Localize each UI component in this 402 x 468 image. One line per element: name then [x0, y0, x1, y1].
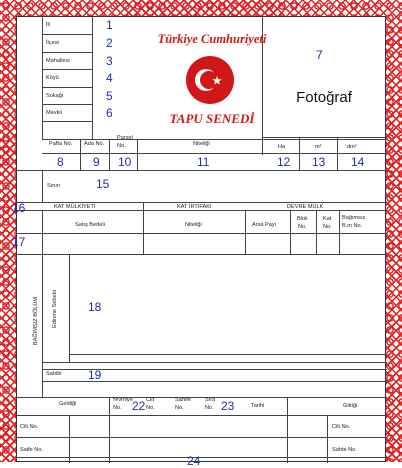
turkish-flag-emblem — [185, 55, 235, 105]
field-number: 3 — [106, 54, 113, 68]
republic-title: Türkiye Cumhuriyeti — [157, 32, 267, 46]
col-line — [109, 397, 110, 463]
sahife-label: Sahife — [175, 397, 191, 403]
siniri-label: Sınırı — [47, 183, 61, 189]
row-line — [17, 233, 387, 234]
kat-label: Kat — [323, 216, 332, 222]
col-line — [287, 397, 288, 463]
photo-label: Fotoğraf — [296, 89, 352, 106]
field-number: 19 — [88, 368, 102, 382]
yevmiye-no-label: No. — [113, 405, 122, 411]
sahife-no-label: No. — [175, 405, 184, 411]
title-deed-form — [12, 16, 386, 468]
kat-mulkiyeti-label: KAT MÜLKİYETİ — [54, 204, 96, 210]
right-sahte-no-label: Sahte No. — [332, 447, 357, 453]
row-line — [42, 362, 387, 363]
hectare-label: Ha — [278, 144, 286, 150]
col-line — [69, 415, 70, 463]
kat-irtifaki-label: KAT İRTİFAKI — [177, 204, 212, 210]
col-line — [42, 170, 43, 202]
parsel-no-label: No. — [117, 143, 126, 149]
col-line — [143, 202, 144, 254]
field-number: 4 — [106, 71, 113, 85]
row-line — [42, 121, 92, 122]
bagimsiz-no-label: B.m No. — [342, 223, 363, 229]
gittigi-label: Gittiği — [343, 403, 358, 409]
pafta-label: Pafta No. — [49, 141, 73, 147]
square-meter-label: m² — [315, 144, 322, 150]
cilt-label: Cilt — [146, 397, 155, 403]
sokak-label: Sokağı — [46, 93, 64, 99]
value-column-divider — [92, 17, 93, 139]
row-line — [69, 354, 387, 355]
field-number: 10 — [118, 155, 132, 169]
kat-no-label: No. — [323, 224, 332, 230]
left-saife-no-label: Saife No. — [20, 447, 44, 453]
sahibi-label: Sahibi — [46, 371, 62, 377]
field-number: 14 — [351, 155, 365, 169]
field-number: 7 — [316, 48, 323, 62]
il-label: İli — [46, 22, 51, 28]
mahalle-label: Mahallesi — [46, 58, 70, 64]
row-line — [42, 139, 387, 140]
field-number: 5 — [106, 89, 113, 103]
satis-bedeli-label: Satış Bedeli — [75, 222, 105, 228]
ada-label: Ada No. — [84, 141, 105, 147]
field-number: 8 — [57, 155, 64, 169]
row-line — [17, 210, 387, 211]
row-line — [42, 34, 92, 35]
field-number: 23 — [221, 399, 235, 413]
row-line — [42, 104, 92, 105]
row-line — [17, 415, 387, 416]
row-line — [42, 87, 92, 88]
field-number: 2 — [106, 36, 113, 50]
col-line — [80, 139, 81, 170]
row-line — [17, 254, 387, 255]
field-number: 17 — [12, 235, 26, 249]
col-line — [42, 210, 43, 254]
geldigi-label: Geldiği — [59, 401, 77, 407]
bagimsiz-label: Bağımsız — [342, 215, 366, 221]
col-line — [69, 254, 70, 362]
niteligi-label: Niteliği — [185, 222, 202, 228]
square-decimeter-label: dm² — [347, 144, 357, 150]
col-line — [299, 137, 300, 170]
field-number: 22 — [132, 399, 146, 413]
sira-label: Sıra — [205, 397, 216, 403]
field-number: 13 — [312, 155, 326, 169]
col-line — [339, 210, 340, 254]
field-number: 18 — [88, 300, 102, 314]
right-cilt-no-label: Cilt No. — [332, 424, 351, 430]
col-line — [327, 415, 328, 463]
col-line — [337, 137, 338, 170]
col-line — [290, 210, 291, 254]
col-line — [245, 210, 246, 254]
col-line — [316, 210, 317, 254]
edinme-sebebi-label: Edinme Sebebi — [52, 290, 58, 328]
ilce-label: İlçesi — [46, 40, 59, 46]
sira-no-label: No. — [205, 405, 214, 411]
devre-mulk-label: DEVRE MÜLK — [287, 204, 324, 210]
tarihi-label: Tarihi — [251, 403, 265, 409]
yevmiye-label: Yevmiye — [112, 397, 133, 403]
field-number: 1 — [106, 18, 113, 32]
row-line — [42, 153, 387, 154]
row-line — [17, 437, 387, 438]
niteligi-label: Niteliği — [193, 141, 210, 147]
field-number: 6 — [106, 106, 113, 120]
col-line — [109, 139, 110, 170]
bagimsiz-bolum-label: BAĞIMSIZ BÖLÜM — [33, 296, 39, 346]
field-number: 12 — [277, 155, 291, 169]
field-number: 24 — [187, 454, 201, 468]
koy-label: Köyü — [46, 75, 59, 81]
row-line — [17, 457, 387, 458]
cilt-no-label: No. — [146, 405, 155, 411]
row-line — [17, 202, 387, 203]
blok-label: Blok — [297, 216, 308, 222]
parsel-label: Parsel — [117, 135, 133, 141]
field-number: 11 — [197, 155, 210, 169]
row-line — [42, 52, 92, 53]
col-line — [137, 139, 138, 170]
field-number: 16 — [12, 201, 26, 215]
left-cilt-no-label: Cilt No. — [20, 424, 39, 430]
mevkii-label: Mevkii — [46, 110, 62, 116]
col-line — [42, 254, 43, 397]
row-line — [42, 69, 92, 70]
arsa-payi-label: Arsa Payı — [252, 222, 277, 228]
row-line — [17, 397, 387, 398]
blok-no-label: No. — [298, 224, 307, 230]
field-number: 15 — [96, 177, 110, 191]
row-line — [262, 137, 387, 138]
field-number: 9 — [93, 155, 100, 169]
deed-title: TAPU SENEDİ — [169, 111, 255, 126]
row-line — [17, 170, 387, 171]
